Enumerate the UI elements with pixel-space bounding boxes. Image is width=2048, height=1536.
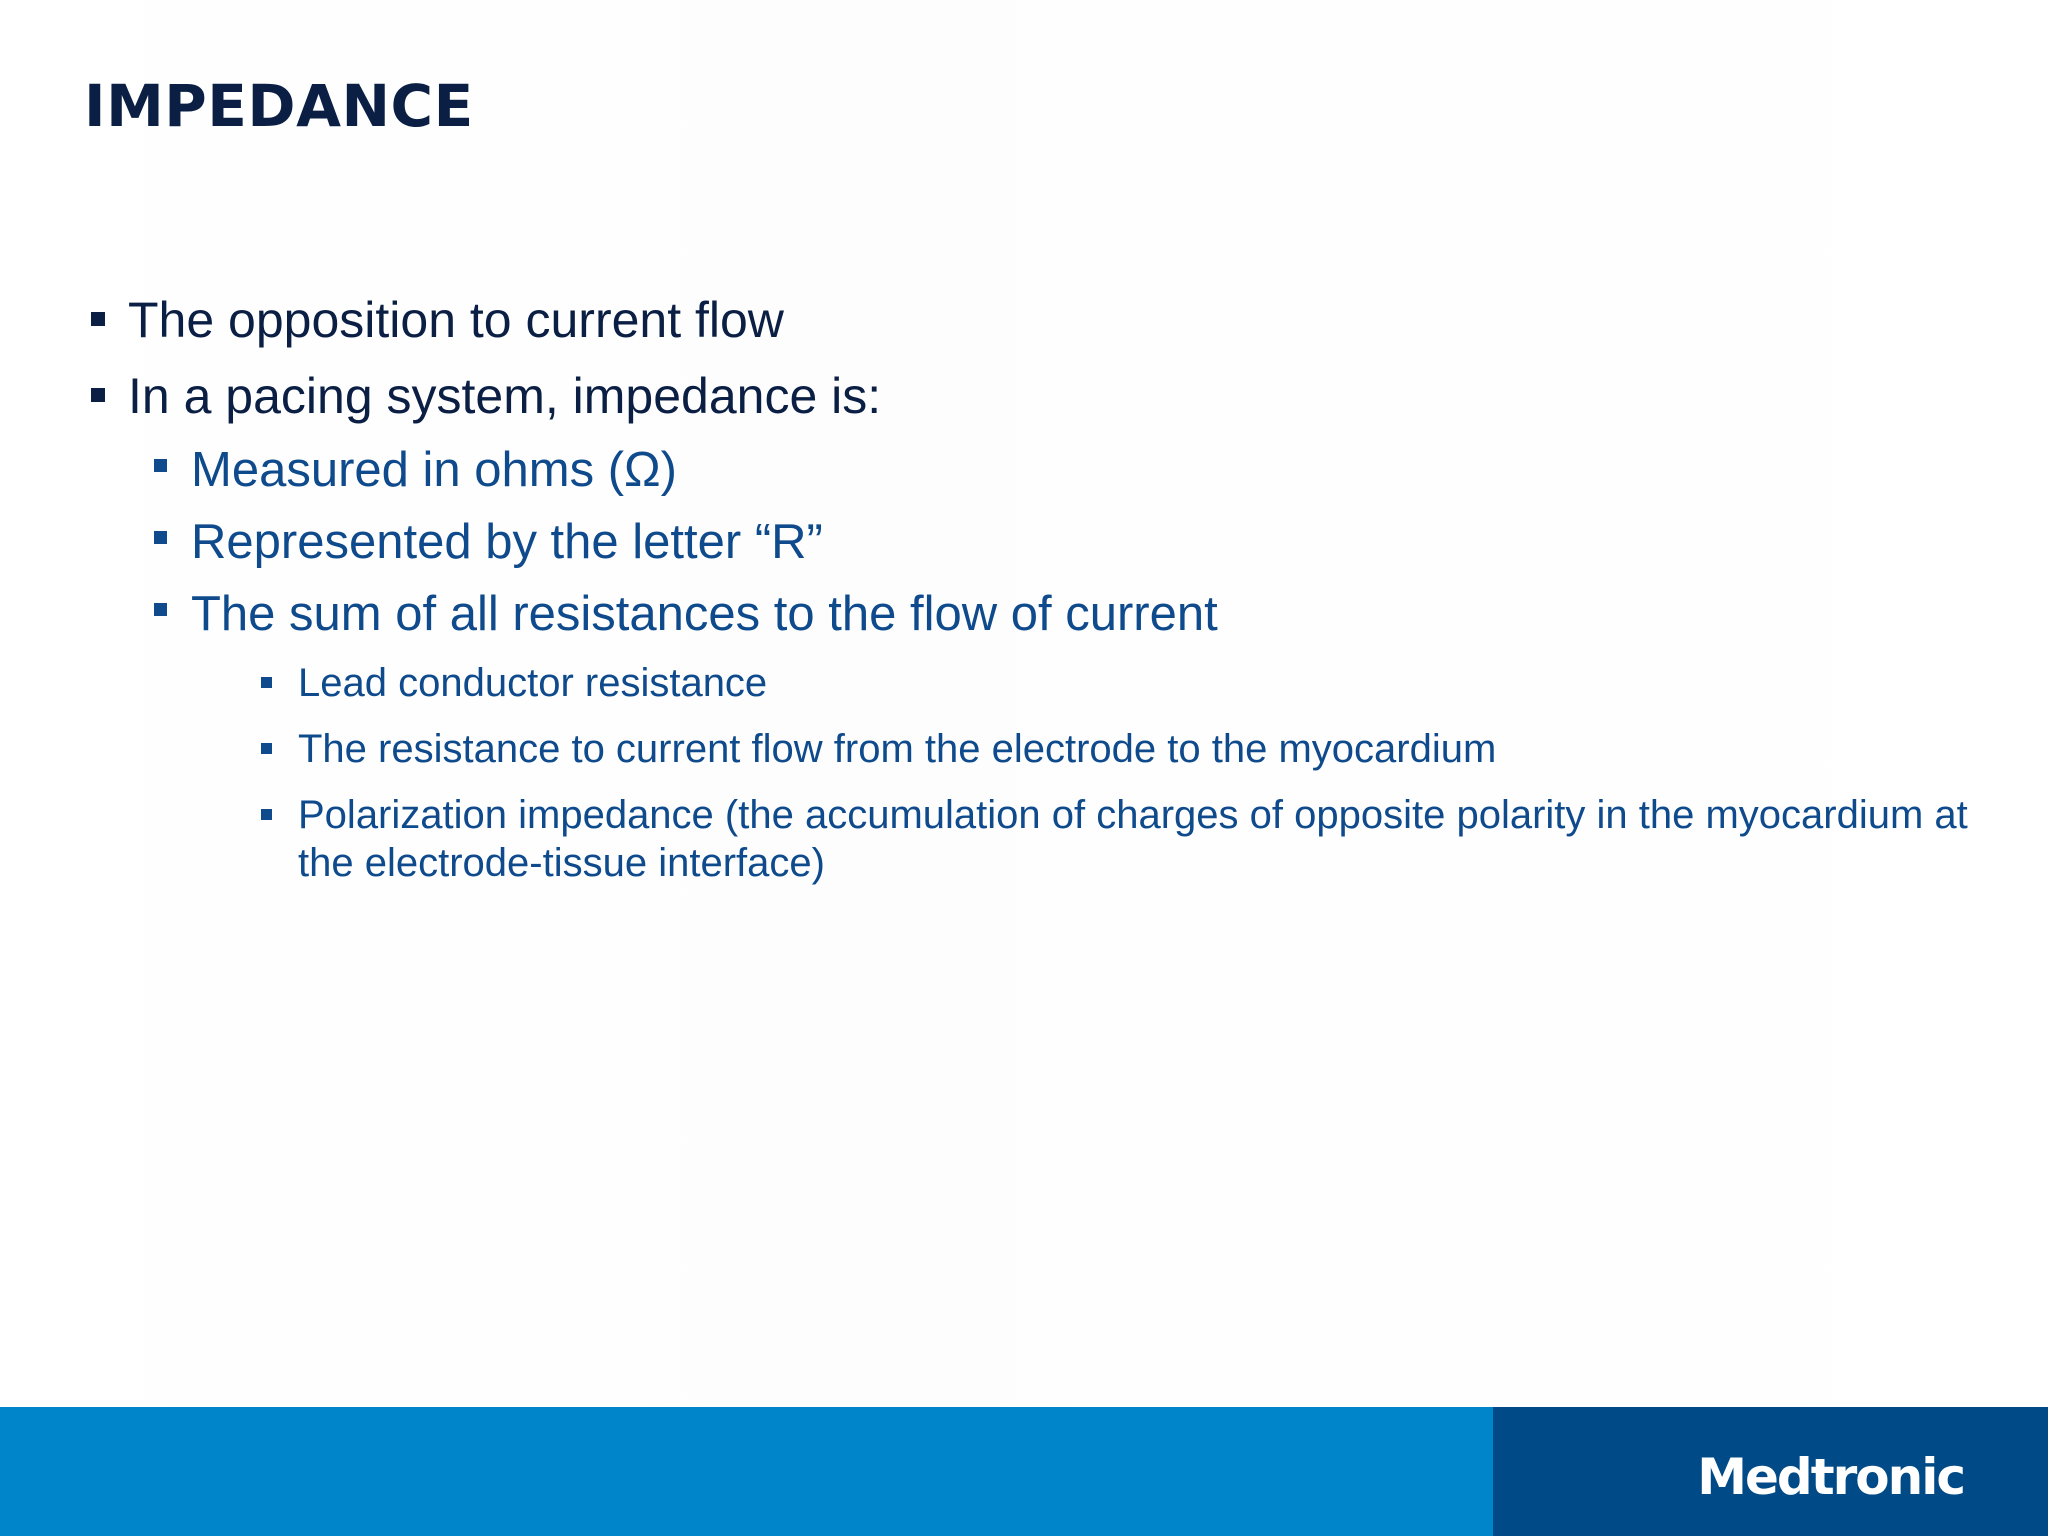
bullet-text: Represented by the letter “R” (191, 515, 823, 569)
bullet-text: The resistance to current flow from the electrode to the myocardium (298, 727, 1497, 771)
bullet-marker (261, 743, 272, 754)
bullet-marker (91, 388, 105, 402)
bullet-marker (91, 312, 105, 326)
medtronic-logo: Medtronic (1697, 1448, 1964, 1506)
slide-title: IMPEDANCE (84, 72, 474, 140)
bullet-text: In a pacing system, impedance is: (128, 368, 882, 424)
bullet-marker (261, 677, 272, 688)
bullet-marker (261, 809, 272, 820)
bullet-text: The opposition to current flow (128, 292, 784, 348)
bullet-text: Measured in ohms (Ω) (191, 443, 677, 497)
bullet-text: The sum of all resistances to the flow of current (191, 587, 1218, 641)
bullet-text: Lead conductor resistance (298, 661, 768, 705)
bullet-marker (154, 459, 167, 472)
bullet-marker (154, 603, 167, 616)
bullet-text: Polarization impedance (the accumulation of charges of opposite polarity in the myocardium at the electrode-tissue interface) (298, 793, 1968, 885)
bullet-marker (154, 531, 167, 544)
